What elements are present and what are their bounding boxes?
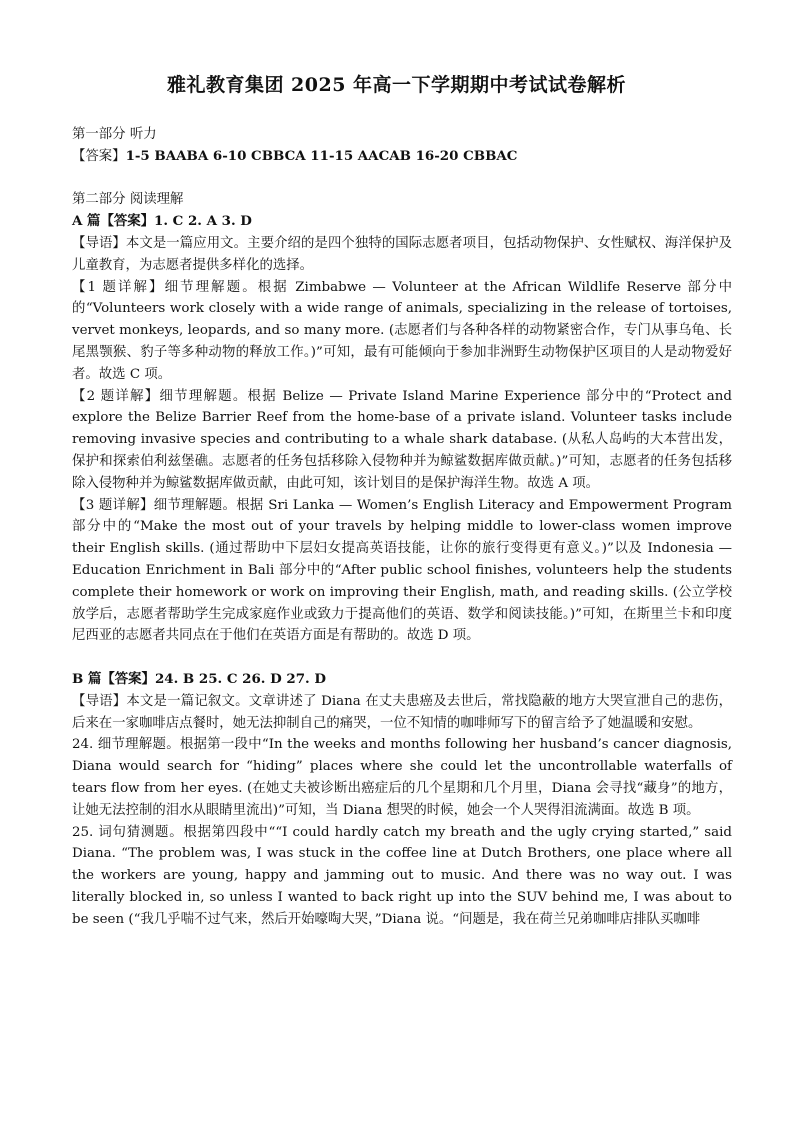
section-heading-listening: 第一部分 听力 xyxy=(72,127,157,142)
passage-a-intro: 【导语】本文是一篇应用文。主要介绍的是四个独特的国际志愿者项目，包括动物保护、女性赋权、海洋保护及儿童教育，为志愿者提供多样化的选择。 xyxy=(72,235,732,273)
listening-answers xyxy=(72,146,732,168)
section-heading-reading: 第二部分 阅读理解 xyxy=(72,192,184,208)
passage-a-q1-explanation: 【1 题详解】细节理解题。根据 Zimbabwe — Volunteer at the African Wildlife Reserve 部分中的“Volunteers work closely with a wide range of animals, specializing in the release of tortoises, vervet monkeys, leopards, and so many more. (志愿者们与各种各样的动物紧密合作，专门从事乌龟、长尾黑颚猴、豹子等多种动物的释放工作。)”可知，最有可能倾向于参加非洲野生动物保护区项目的人是动物爱好者。故选 C 项。 xyxy=(72,279,732,382)
passage-b-label: B 篇【答案】 xyxy=(72,670,155,687)
document-body xyxy=(72,124,732,930)
passage-b-intro: 【导语】本文是一篇记叙文。文章讲述了 Diana 在丈夫患癌及去世后，常找隐蔽的地方大哭宣泄自己的悲伤，后来在一家咖啡店点餐时，她无法抑制自己的痛哭，一位不知情的咖啡师写下的留言给予了她温暖和安慰。 xyxy=(72,693,732,731)
passage-a-answers xyxy=(72,211,732,233)
passage-b-answers xyxy=(72,669,732,691)
passage-a-q3-explanation: 【3 题详解】细节理解题。根据 Sri Lanka — Women’s English Literacy and Empowerment Program 部分中的“Make the most out of your travels by helping middle to lower-class women improve their English skills. (通过帮助中下层妇女提高英语技能，让你的旅行变得更有意义。)”以及 Indonesia — Education Enrichment in Bali 部分中的“After public school finishes, volunteers help the students complete their homework or work on improving their English, math, and reading skills. (公立学校放学后，志愿者帮助学生完成家庭作业或致力于提高他们的英语、数学和阅读技能。)”可知，在斯里兰卡和印度尼西亚的志愿者共同点在于他们在英语方面是有帮助的。故选 D 项。 xyxy=(72,497,732,644)
passage-a-label: A 篇【答案】 xyxy=(72,213,155,230)
passage-b-answer-list: 24. B 25. C 26. D 27. D xyxy=(154,670,326,687)
passage-b-q25-explanation: 25. 词句猜测题。根据第四段中““I could hardly catch my breath and the ugly crying started,” said Diana. “The problem was, I was stuck in the coffee line at Dutch Brothers, one place where all the workers are young, happy and jamming out to music. And there was no way out. I was literally blocked in, so unless I wanted to back right up into the SUV behind me, I was about to be seen (“我几乎喘不过气来，然后开始嚎啕大哭，”Diana 说。“问题是，我在荷兰兄弟咖啡店排队买咖啡 xyxy=(72,824,732,927)
answer-tag: 【答案】 xyxy=(72,148,126,164)
listening-answer-list: 1-5 BAABA 6-10 CBBCA 11-15 AACAB 16-20 CBBAC xyxy=(125,147,518,164)
passage-a-answer-list: 1. C 2. A 3. D xyxy=(154,213,252,230)
passage-a-q2-explanation: 【2 题详解】细节理解题。根据 Belize — Private Island Marine Experience 部分中的“Protect and explore the Belize Barrier Reef from the home-base of a private island. Volunteer tasks include removing invasive species and contributing to a whale shark database. (从私人岛屿的大本营出发，保护和探索伯利兹堡礁。志愿者的任务包括移除入侵物种并为鲸鲨数据库做贡献。)”可知，志愿者的任务包括移除入侵物种并为鲸鲨数据库做贡献，由此可知，该计划目的是保护海洋生物。故选 A 项。 xyxy=(72,388,732,491)
page-title: 雅礼教育集团 2025 年高一下学期期中考试试卷解析 xyxy=(166,74,627,96)
passage-b-q24-explanation: 24. 细节理解题。根据第一段中“In the weeks and months following her husband’s cancer diagnosis, Diana would search for “hiding” places where she could let the uncontrollable waterfalls of tears flow from her eyes. (在她丈夫被诊断出癌症后的几个星期和几个月里，Diana 会寻找“藏身”的地方，让她无法控制的泪水从眼睛里流出)”可知，当 Diana 想哭的时候，她会一个人哭得泪流满面。故选 B 项。 xyxy=(72,737,732,818)
